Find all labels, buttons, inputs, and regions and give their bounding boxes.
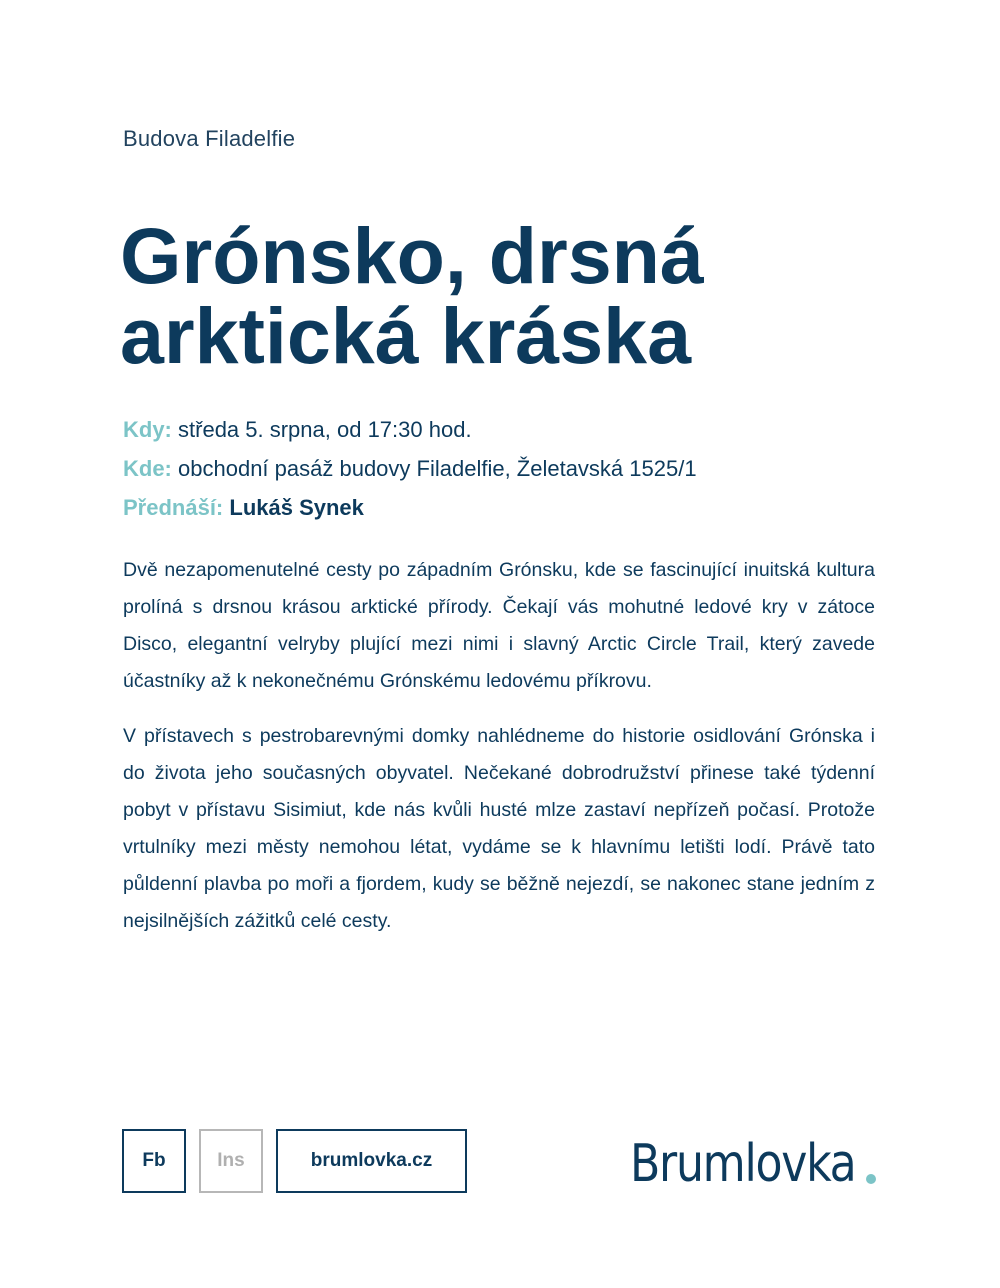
where-label: Kde: [123, 456, 172, 481]
brumlovka-logo [630, 1130, 880, 1192]
event-description [123, 552, 875, 958]
where-value: obchodní pasáž budovy Filadelfie, Želetavská 1525/1 [178, 456, 697, 481]
logo-dot-icon [866, 1174, 876, 1184]
facebook-link[interactable]: Fb [122, 1129, 186, 1193]
description-paragraph-1: Dvě nezapomenutelné cesty po západním Grónsku, kde se fascinující inuitská kultura prolíná s drsnou krásou arktické přírody. Čekají vás mohutné ledové kry v zátoce Disco, elegantní velryby plující mezi nimi i slavný Arctic Circle Trail, který zavede účastníky až k nekonečnému Grónskému ledovému příkrovu. [123, 559, 875, 692]
when-value: středa 5. srpna, od 17:30 hod. [178, 417, 472, 442]
event-speaker [123, 488, 883, 527]
event-when [123, 410, 883, 449]
speaker-value: Lukáš Synek [229, 495, 364, 520]
website-link[interactable]: brumlovka.cz [276, 1129, 467, 1193]
event-title [120, 211, 880, 380]
event-title-line-1: Grónsko, drsná [120, 211, 704, 300]
event-title-line-2: arktická kráska [120, 291, 692, 380]
instagram-link[interactable]: Ins [199, 1129, 263, 1193]
event-details [123, 410, 883, 527]
event-where [123, 449, 883, 488]
description-paragraph-2: V přístavech s pestrobarevnými domky nahlédneme do historie osidlování Grónska i do života jeho současných obyvatel. Nečekané dobrodružství přinese také týdenní pobyt v přístavu Sisimiut, kde nás kvůli husté mlze zastaví nepřízeň počasí. Protože vrtulníky mezi městy nemohou létat, vydáme se k hlavnímu letišti lodí. Právě tato půldenní plavba po moři a fjordem, kudy se běžně nejezdí, se nakonec stane jedním z nejsilnějších zážitků celé cesty. [123, 725, 875, 932]
when-label: Kdy: [123, 417, 172, 442]
venue-name: Budova Filadelfie [123, 126, 296, 151]
logo-wordmark: Brumlovka [630, 1134, 856, 1194]
footer-links [122, 1129, 467, 1193]
speaker-label: Přednáší: [123, 495, 224, 520]
